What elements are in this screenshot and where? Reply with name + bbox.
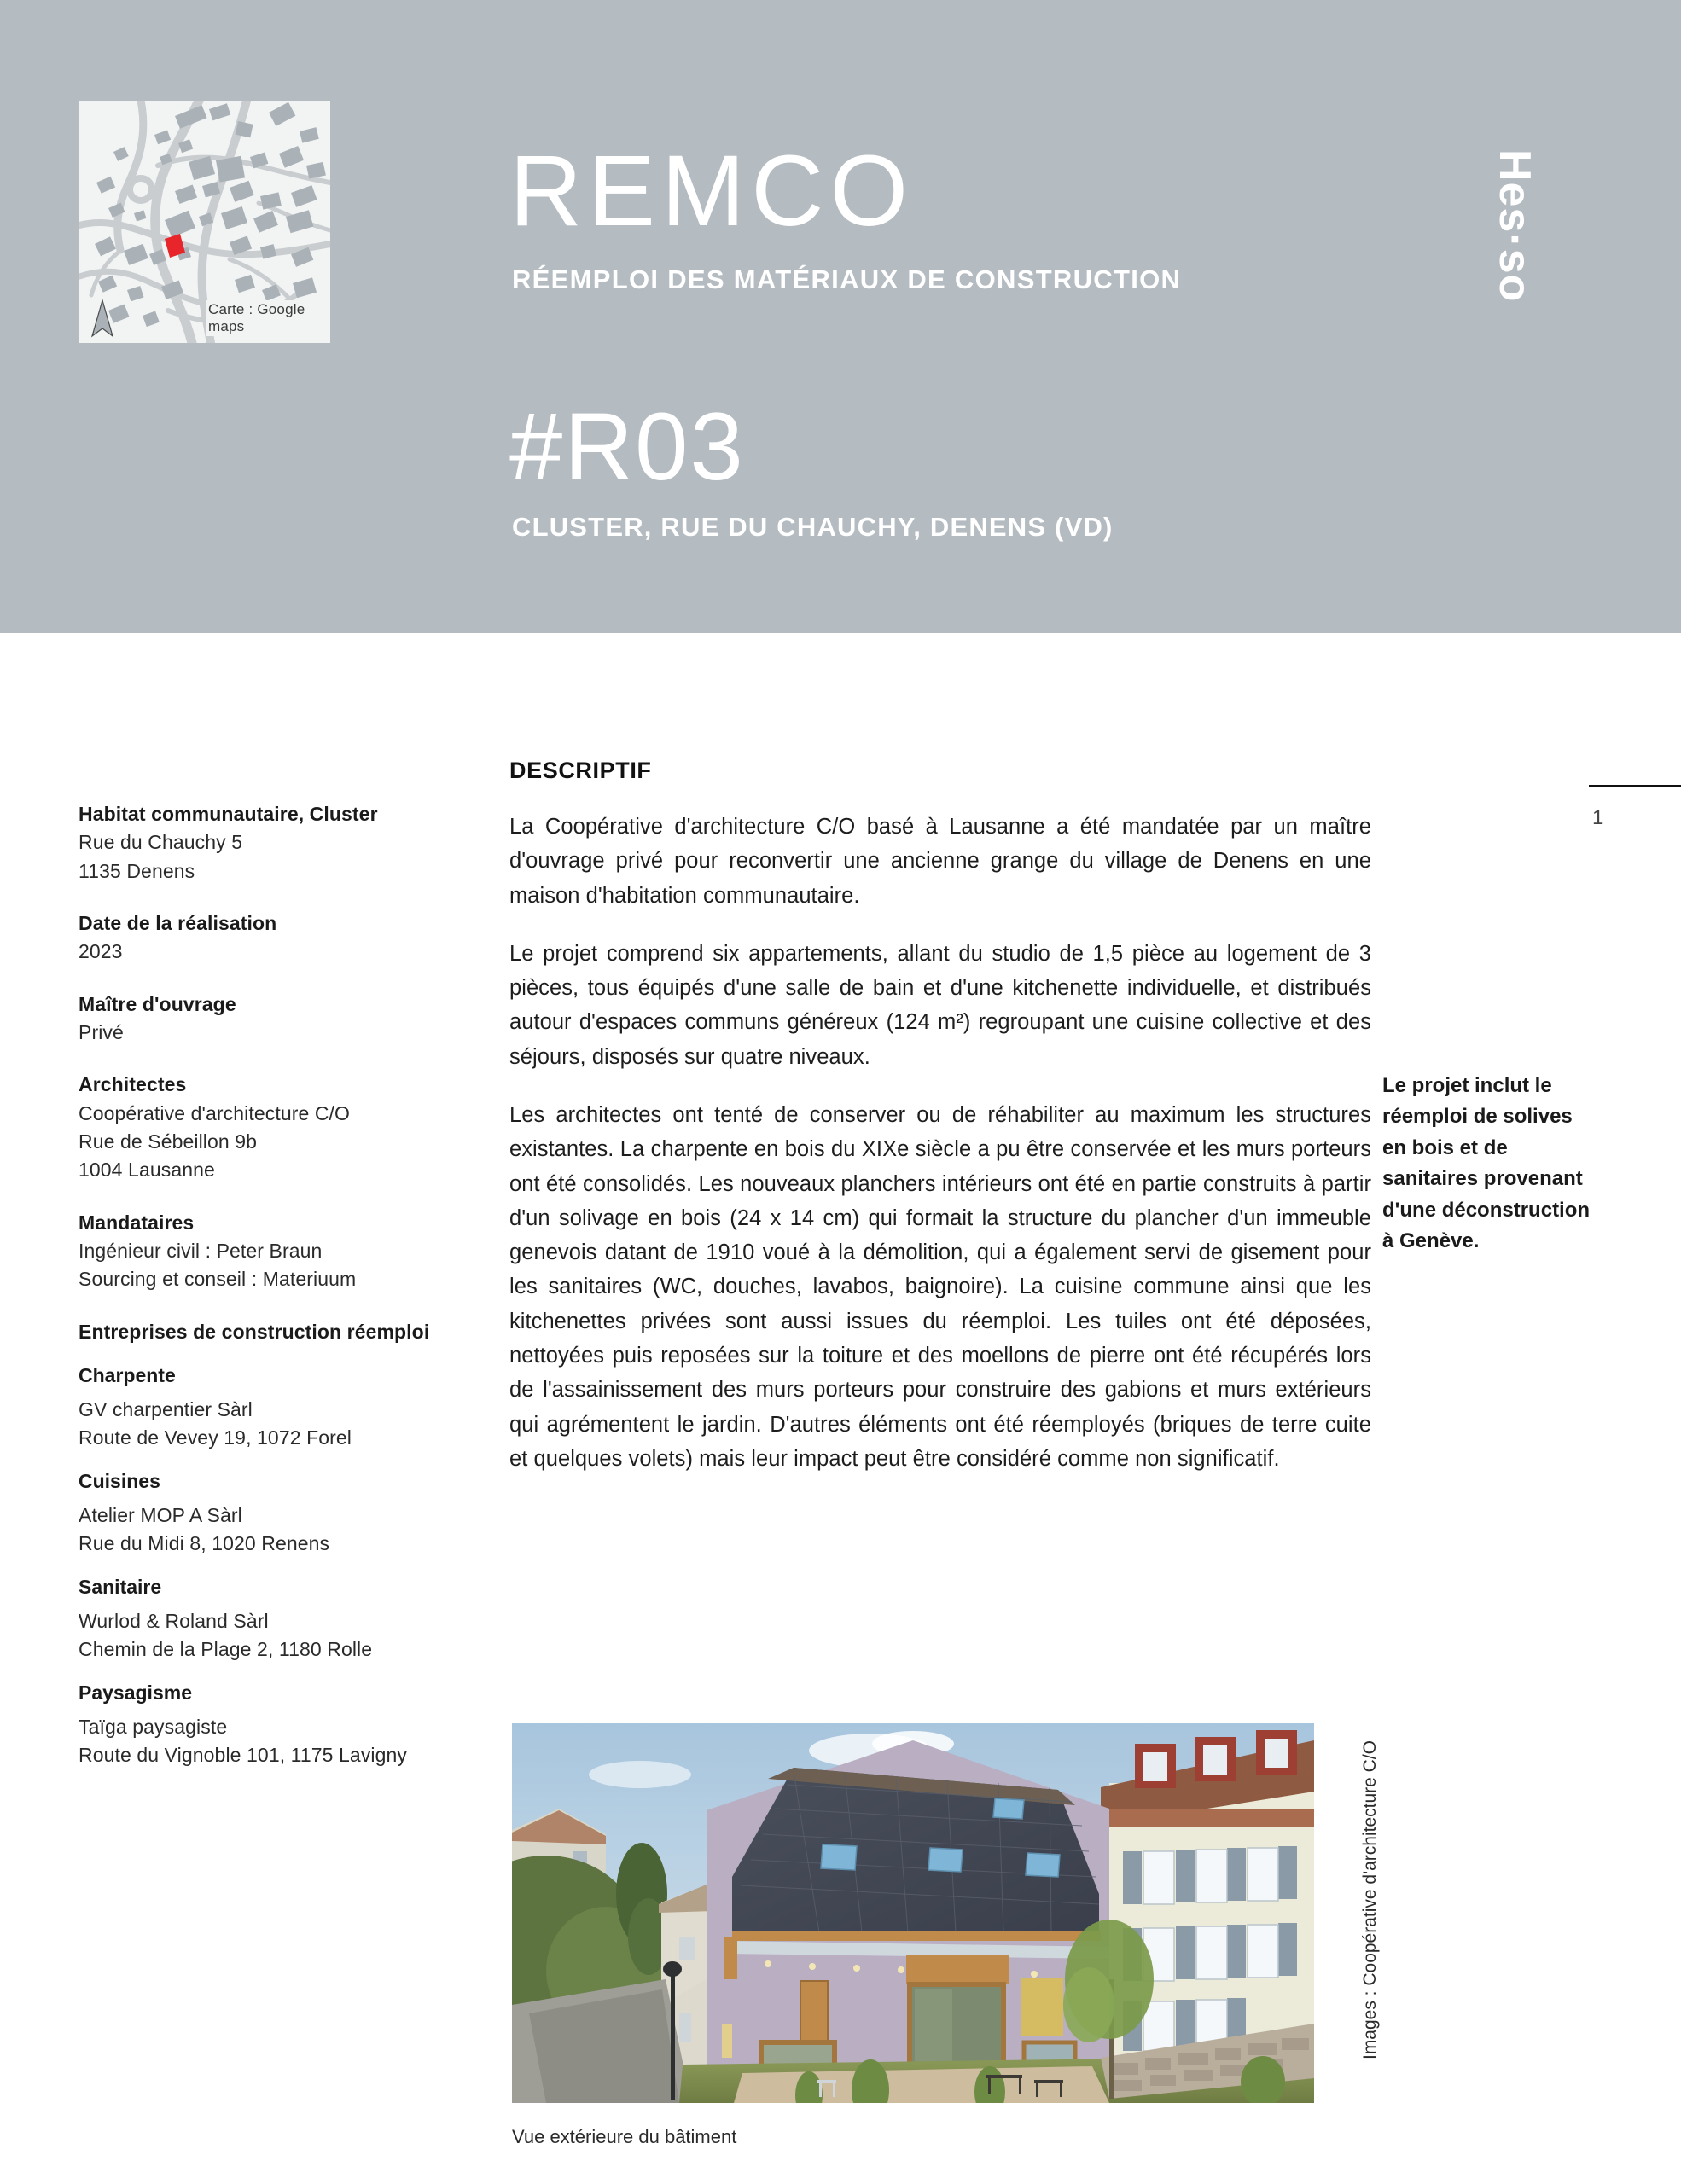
sidebar-block — [79, 1071, 445, 1184]
map-credit-label: Carte : Google maps — [206, 300, 330, 336]
company-line: Wurlod & Roland Sàrl — [79, 1609, 269, 1632]
company-line: GV charpentier Sàrl — [79, 1397, 253, 1420]
sidebar-block-line: Sourcing et conseil : Materiuum — [79, 1268, 357, 1291]
descriptif-paragraph: Les architectes ont tenté de conserver ou de réhabiliter au maximum les structures existantes. La charpente en bois du XIXe siècle a pu être conservée et les murs porteurs ont été consolidés. Les nouveaux planchers intérieurs ont été en partie construits à partir d'un solivage en bois (24 x 14 cm) qui formait la structure du plancher d'un immeuble genevois datant de 1910 voué à la démolition, qui a également servi de gisement pour les sanitaires (WC, douches, lavabos, baignoire). La cuisine commune ainsi que les kitchenettes privées sont aussi issues du réemploi. Les tuiles ont été déposées, nettoyées puis reposées sur la toiture et des moellons de pierre ont été récupérés lors de l'assainissement des murs porteurs pour construire des gabions et murs extérieurs qui agrémentent le jardin. D'autres éléments ont été réemployés (briques de terre cuite et quelques volets) mais leur impact peut être considéré comme non significatif. — [509, 1102, 1371, 1471]
sidebar-block-line: Coopérative d'architecture C/O — [79, 1101, 351, 1124]
company-trade: Sanitaire — [79, 1576, 162, 1599]
company-line: Route de Vevey 19, 1072 Forel — [79, 1426, 352, 1449]
sidebar-block — [79, 909, 445, 967]
sidebar-block — [79, 800, 445, 886]
reuse-callout: Le projet inclut le réemploi de solives en bois et de sanitaires provenant d'une déconstruction à Genève. — [1382, 1074, 1591, 1253]
sidebar-block-heading: Architectes — [79, 1073, 187, 1096]
location-map — [79, 101, 330, 343]
photo-credit: Images : Coopérative d'architecture C/O — [1360, 1740, 1380, 2060]
sidebar-block-heading: Mandataires — [79, 1211, 195, 1234]
sidebar-block-heading: Maître d'ouvrage — [79, 992, 236, 1015]
sidebar-block-line: Privé — [79, 1021, 124, 1044]
sidebar-block-heading: Habitat communautaire, Cluster — [79, 803, 378, 825]
sidebar-block-heading: Date de la réalisation — [79, 912, 277, 935]
building-photo-graphic — [512, 1723, 1314, 2103]
company-group — [79, 1467, 445, 1558]
project-info-sidebar — [79, 800, 445, 1769]
page-number: 1 — [1592, 806, 1604, 829]
company-group — [79, 1362, 445, 1452]
company-line: Route du Vignoble 101, 1175 Lavigny — [79, 1743, 408, 1766]
descriptif-paragraph: La Coopérative d'architecture C/O basé à Lausanne a été mandatée par un maître d'ouvrage privé pour reconvertir une ancienne grange du village de Denens en une maison d'habitation communautaire. — [509, 815, 1371, 908]
north-arrow-icon — [90, 297, 115, 340]
sidebar-block — [79, 1209, 445, 1294]
company-trade: Cuisines — [79, 1470, 160, 1493]
sidebar-block-line: 1004 Lausanne — [79, 1159, 215, 1182]
sidebar-block-line: 2023 — [79, 940, 123, 963]
hesso-logo: Hes·so — [1490, 149, 1539, 303]
building-photo — [512, 1723, 1314, 2103]
company-line: Rue du Midi 8, 1020 Renens — [79, 1531, 330, 1554]
brand-title: REMCO — [509, 135, 915, 247]
photo-caption: Vue extérieure du bâtiment — [512, 2126, 737, 2147]
company-line: Atelier MOP A Sàrl — [79, 1503, 242, 1526]
sidebar-block-line: Ingénieur civil : Peter Braun — [79, 1240, 323, 1263]
project-code: #R03 — [509, 393, 745, 500]
descriptif-body — [509, 810, 1371, 1476]
companies-heading: Entreprises de construction réemploi — [79, 1320, 430, 1343]
descriptif-paragraph: Le projet comprend six appartements, allant du studio de 1,5 pièce au logement de 3 pièces, tous équipés d'une salle de bain et d'une kitchenette individuelle, et distribués autour d'espaces communs généreux (124 m²) regroupant une cuisine collective et des séjours, disposés sur quatre niveaux. — [509, 941, 1371, 1069]
project-location: CLUSTER, RUE DU CHAUCHY, DENENS (VD) — [512, 512, 1114, 542]
company-line: Taïga paysagiste — [79, 1715, 228, 1738]
descriptif-section — [509, 758, 1371, 1476]
page-rule — [1589, 785, 1681, 787]
company-group — [79, 1573, 445, 1664]
section-title: DESCRIPTIF — [509, 758, 652, 783]
sidebar-block — [79, 990, 445, 1048]
brand-subtitle: RÉEMPLOI DES MATÉRIAUX DE CONSTRUCTION — [512, 264, 1182, 294]
company-trade: Charpente — [79, 1364, 176, 1387]
sidebar-block-line: 1135 Denens — [79, 859, 195, 882]
company-trade: Paysagisme — [79, 1682, 192, 1705]
company-group — [79, 1679, 445, 1769]
sidebar-block-line: Rue de Sébeillon 9b — [79, 1130, 258, 1153]
sidebar-block-line: Rue du Chauchy 5 — [79, 831, 243, 854]
company-line: Chemin de la Plage 2, 1180 Rolle — [79, 1637, 373, 1660]
